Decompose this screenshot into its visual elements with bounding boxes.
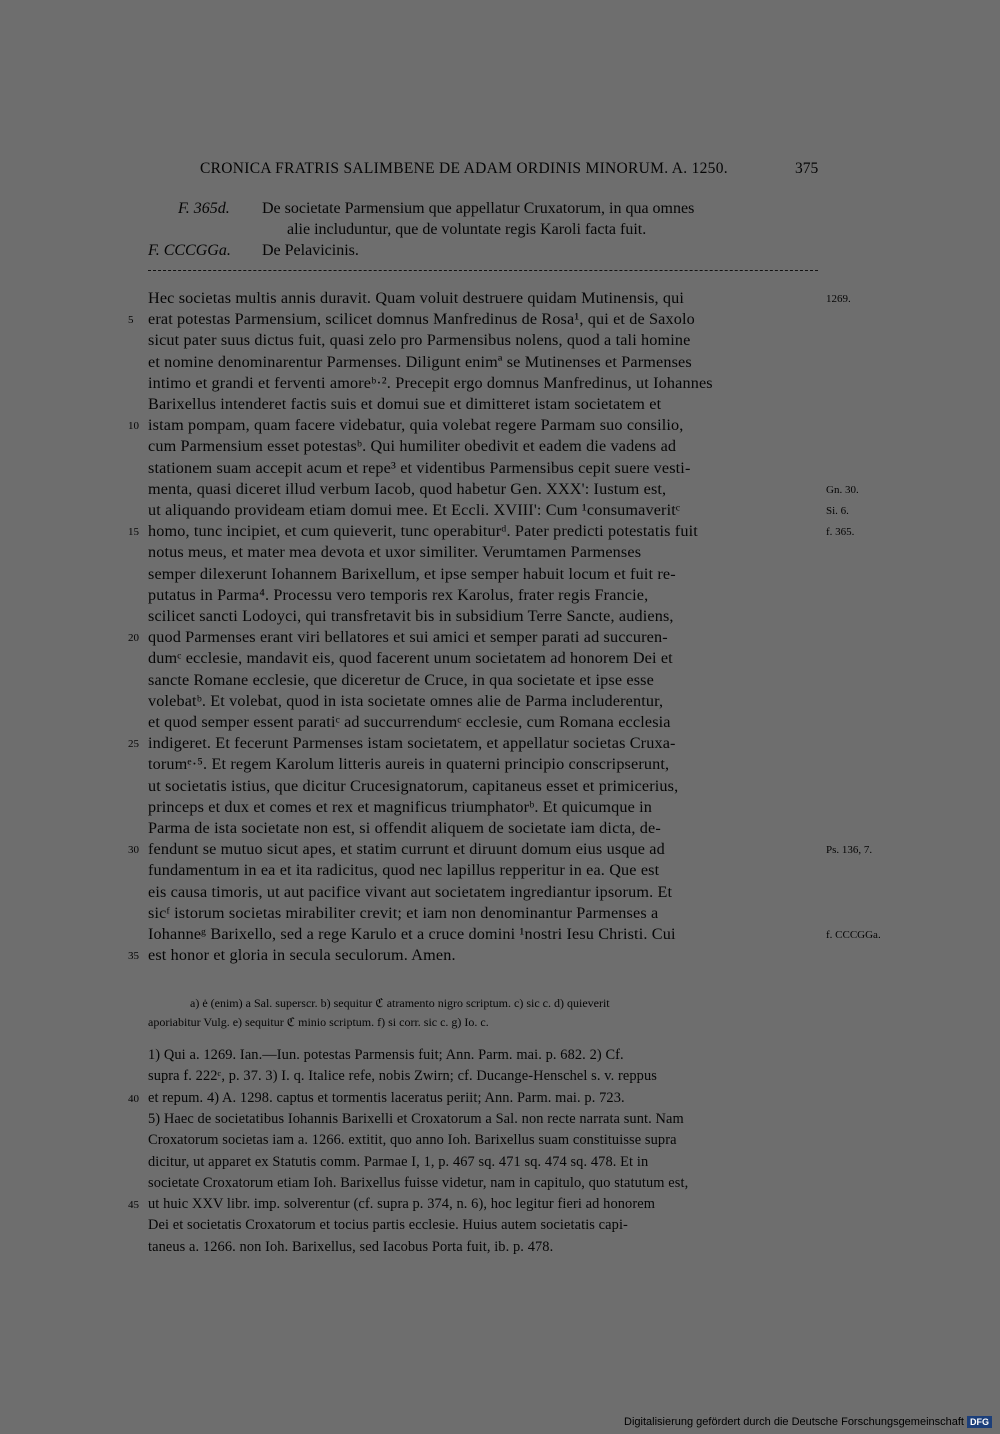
footnote-line: supra f. 222ᶜ, p. 37. 3) I. q. Italice refe, nobis Zwirn; cf. Ducange-Henschel s. v. reppus xyxy=(148,1068,657,1085)
body-line: erat potestas Parmensium, scilicet domnus Manfredinus de Rosa¹, qui et de Saxolo xyxy=(148,310,695,329)
body-line: semper dilexerunt Iohannem Barixellum, et ipse semper habuit locum et fuit re- xyxy=(148,564,676,583)
body-line: istam pompam, quam facere videbatur, quia volebat regere Parmam suo consilio, xyxy=(148,416,684,435)
body-line: menta, quasi diceret illud verbum Iacob, quod habetur Gen. XXX': Iustum est, xyxy=(148,479,667,498)
body-line: fundamentum in ea et ita radicitus, quod nec lapillus repperitur in ea. Que est xyxy=(148,861,660,880)
line-number: 40 xyxy=(128,1092,139,1105)
body-line: Barixellus intenderet factis suis et domui sue et dimitteret istam societatem et xyxy=(148,395,662,413)
footnote-line: 5) Haec de societatibus Iohannis Barixelli et Croxatorum a Sal. non recte narrata sunt. Nam xyxy=(148,1110,684,1127)
toc-text-1: De societate Parmensium que appellatur Cruxatorum, in qua omnes xyxy=(262,200,695,217)
body-line: stationem suam accepit acum et repe³ et videntibus Parmensibus cepit suere vesti- xyxy=(148,458,691,477)
separator-rule xyxy=(148,270,818,271)
body-line: ut societatis istius, que dicitur Crucesignatorum, capitaneus esset et primicerius, xyxy=(148,776,679,795)
body-line: cum Parmensium esset potestasᵇ. Qui humiliter obedivit et eadem die vadens ad xyxy=(148,437,677,456)
body-line: volebatᵇ. Et volebat, quod in ista societate omnes alie de Parma includerentur, xyxy=(148,691,664,710)
body-line: eis causa timoris, ut aut pacifice vivant aut societatem ingrediantur ipsorum. Et xyxy=(148,882,673,901)
body-line: putatus in Parma⁴. Processu vero temporis rex Karolus, frater regis Francie, xyxy=(148,585,649,604)
footnote-line: 1) Qui a. 1269. Ian.—Iun. potestas Parmensis fuit; Ann. Parm. mai. p. 682. 2) Cf. xyxy=(148,1047,624,1063)
body-line: Parma de ista societate non est, si offendit aliquem de societate iam dicta, de- xyxy=(148,819,661,837)
body-line: princeps et dux et comes et rex et magnificus triumphatorᵇ. Et quicumque in xyxy=(148,797,652,816)
line-number: 30 xyxy=(128,844,139,857)
toc-ref-2: F. CCCGGa. xyxy=(148,242,231,259)
margin-reference: Si. 6. xyxy=(826,505,849,517)
margin-reference: Ps. 136, 7. xyxy=(826,844,873,857)
footnote-line: dicitur, ut apparet ex Statutis comm. Parmae I, 1, p. 467 sq. 471 sq. 474 sq. 478. Et in xyxy=(148,1153,649,1170)
body-line: torumᵉ·⁵. Et regem Karolum litteris aureis in quaterni principio conscripserunt, xyxy=(148,755,670,774)
footnote-line: ut huic XXV libr. imp. solverentur (cf. supra p. 374, n. 6), hoc legitur fieri ad honorem xyxy=(148,1196,655,1213)
footnote-line: societate Croxatorum etiam Ioh. Barixellus fuisse videtur, nam in capitulo, quo statutum est, xyxy=(148,1174,689,1191)
footnote-line: taneus a. 1266. non Ioh. Barixellus, sed Iacobus Porta fuit, ib. p. 478. xyxy=(148,1238,554,1255)
apparatus-line-2: aporiabitur Vulg. e) sequitur ℭ minio scriptum. f) si corr. sic c. g) Io. c. xyxy=(148,1015,489,1029)
toc-ref-1: F. 365d. xyxy=(178,200,230,217)
body-line: Hec societas multis annis duravit. Quam voluit destruere quidam Mutinensis, qui xyxy=(148,289,685,307)
body-line: ut aliquando provideam etiam domui mee. Et Eccli. XVIII': Cum ¹consumaveritᶜ xyxy=(148,501,681,519)
line-number: 25 xyxy=(128,738,139,751)
body-line: sicᶠ istorum societas mirabiliter crevit; et iam non denominantur Parmenses a xyxy=(148,903,659,922)
running-title: CRONICA FRATRIS SALIMBENE DE ADAM ORDINIS MINORUM. A. 1250. xyxy=(200,160,728,177)
page-number: 375 xyxy=(795,160,819,177)
body-line: est honor et gloria in secula seculorum. Amen. xyxy=(148,946,456,965)
margin-reference: Gn. 30. xyxy=(826,483,859,496)
toc-text-2: De Pelavicinis. xyxy=(262,242,359,259)
body-line: dumᶜ ecclesie, mandavit eis, quod facerent unum societatem ad honorem Dei et xyxy=(148,649,673,668)
footnote-line: Dei et societatis Croxatorum et tocius partis ecclesie. Huius autem societatis capi- xyxy=(148,1217,628,1234)
body-line: homo, tunc incipiet, et cum quieverit, tunc operabiturᵈ. Pater predicti potestatis fuit xyxy=(148,522,698,541)
body-line: Iohanneᵍ Barixello, sed a rege Karulo et a cruce domini ¹nostri Iesu Christi. Cui xyxy=(148,925,676,943)
dfg-logo: DFG xyxy=(967,1416,992,1428)
margin-reference: 1269. xyxy=(826,293,851,305)
body-line: quod Parmenses erant viri bellatores et sui amici et semper parati ad succuren- xyxy=(148,628,668,647)
line-number: 45 xyxy=(128,1199,139,1212)
footnote-line: Croxatorum societas iam a. 1266. extitit, quo anno Ioh. Barixellus suam constituisse supra xyxy=(148,1132,677,1149)
body-line: notus meus, et mater mea devota et uxor similiter. Verumtamen Parmenses xyxy=(148,543,642,562)
line-number: 35 xyxy=(128,950,139,963)
body-line: sancte Romane ecclesie, que diceretur de Cruce, in qua societate et ipse esse xyxy=(148,670,654,689)
line-number: 10 xyxy=(128,420,139,433)
digitization-credit xyxy=(624,1416,992,1428)
line-number: 20 xyxy=(128,632,139,645)
body-line: scilicet sancti Lodoyci, qui transfretavit bis in subsidium Terre Sancte, audiens, xyxy=(148,607,674,625)
body-line: indigeret. Et fecerunt Parmenses istam societatem, et appellatur societas Cruxa- xyxy=(148,734,676,753)
body-line: fendunt se mutuo sicut apes, et statim currunt et diruunt domum eius usque ad xyxy=(148,840,665,859)
margin-reference: f. 365. xyxy=(826,526,855,539)
margin-reference: f. CCCGGa. xyxy=(826,929,881,941)
line-number: 15 xyxy=(128,526,139,539)
apparatus-line-1: a) ė (enim) a Sal. superscr. b) sequitur ℭ atramento nigro scriptum. c) sic c. d) quieverit xyxy=(190,996,610,1010)
body-line: et quod semper essent paratiᶜ ad succurrendumᶜ ecclesie, cum Romana ecclesia xyxy=(148,713,671,731)
body-line: sicut pater suus dictus fuit, quasi zelo pro Parmensibus nolens, quod a tali homine xyxy=(148,331,691,350)
credit-text: Digitalisierung gefördert durch die Deutsche Forschungsgemeinschaft xyxy=(624,1416,964,1428)
footnote-line: et repum. 4) A. 1298. captus et tormentis laceratus periit; Ann. Parm. mai. p. 723. xyxy=(148,1089,625,1106)
toc-text-1-cont: alie includuntur, que de voluntate regis Karoli facta fuit. xyxy=(287,221,647,238)
body-line: et nomine denominarentur Parmenses. Diligunt enimª se Mutinenses et Parmenses xyxy=(148,352,692,371)
body-line: intimo et grandi et ferventi amoreᵇ·². Precepit ergo domnus Manfredinus, ut Iohannes xyxy=(148,373,713,392)
line-number: 5 xyxy=(128,314,134,327)
